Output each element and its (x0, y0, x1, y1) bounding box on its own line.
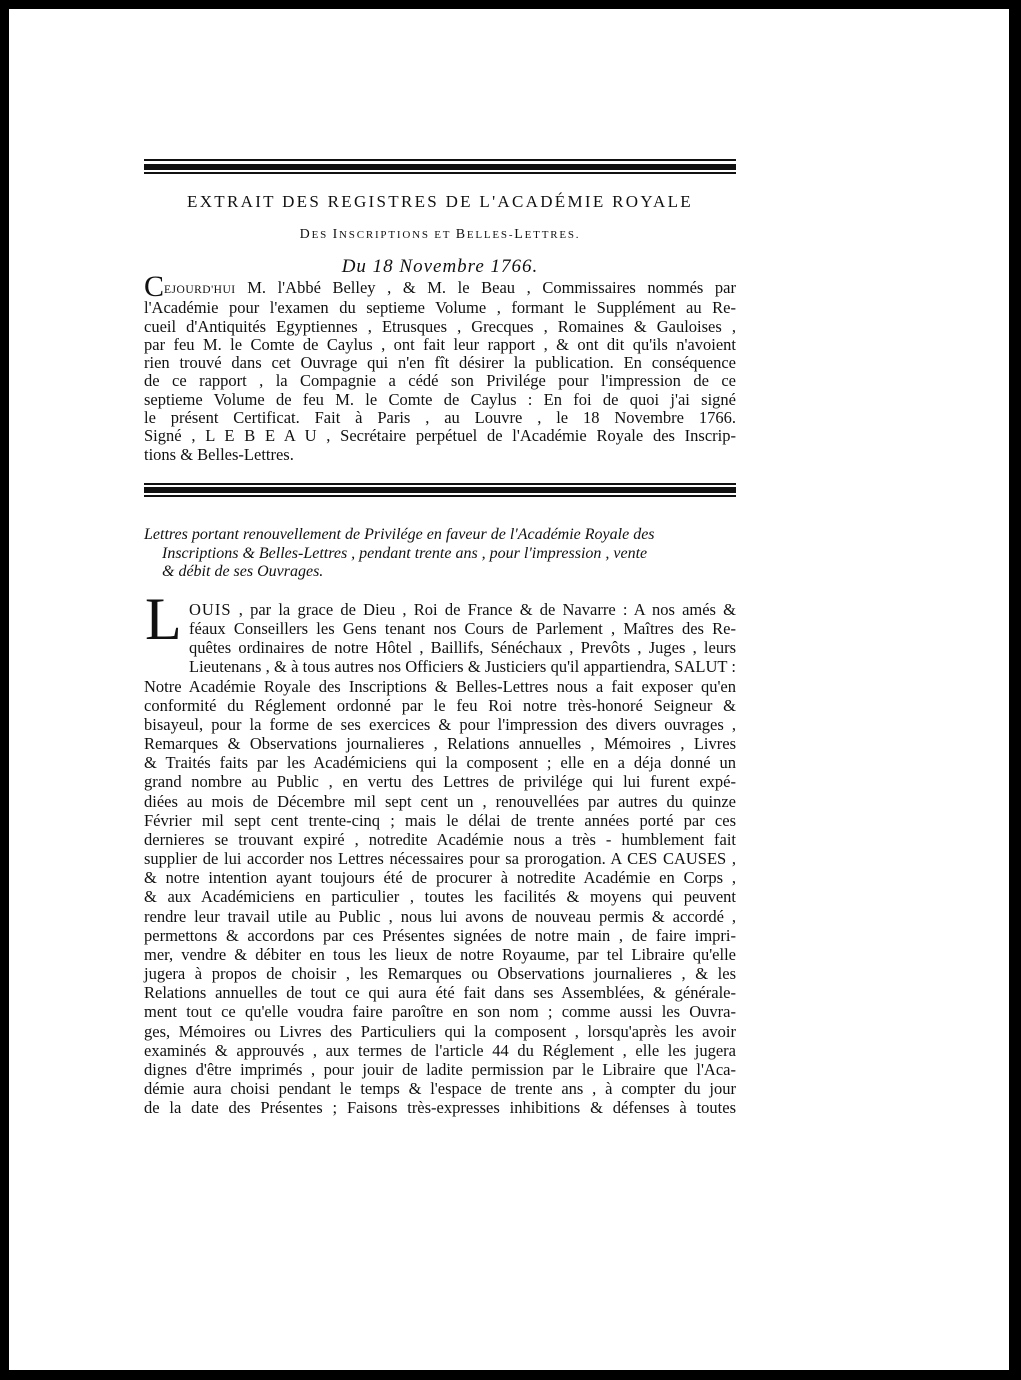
document-page (9, 9, 1009, 1370)
body-line: conformité du Réglement ordonné par le feu Roi notre très-honoré Seigneur & (144, 695, 736, 715)
lettres-title-line: Inscriptions & Belles-Lettres , pendant trente ans , pour l'impression , vente (162, 544, 648, 562)
body-line: & Traités faits par les Académiciens qui la composent ; elle en a déja donné un (144, 753, 736, 773)
body-line: jugera à propos de choisir , les Remarques ou Observations journalieres , & les (144, 964, 736, 984)
body-line: féaux Conseillers les Gens tenant nos Cours de Parlement , Maîtres des Re- (189, 619, 736, 638)
body-line: démie aura choisi pendant le temps & l'espace de trente ans , à compter du jour (144, 1079, 736, 1099)
header-date: Du 18 Novembre 1766. (341, 256, 539, 277)
body-line: Lieutenans , & à tous autres nos Officiers & Justiciers qu'il appartiendra, SALUT : (189, 657, 736, 677)
extrait-line: l'Académie pour l'examen du septieme Volume , formant le Supplément au Re- (144, 298, 736, 318)
body-line: permettons & accordons par ces Présentes signées de notre main , de faire impri- (144, 925, 736, 945)
body-line: dernieres se trouvant expiré , notredite Académie nous a très - humblement fait (144, 829, 736, 849)
body-line: ges, Mémoires ou Livres des Particuliers qui la composent , lorsqu'après les avoir (144, 1021, 736, 1041)
lettres-title-line: Lettres portant renouvellement de Privilége en faveur de l'Académie Royale des (144, 526, 655, 543)
body-line: mer, vendre & débiter en tous les lieux de notre Royaume, par tel Libraire qu'elle (144, 944, 736, 964)
body-line: Février mil sept cent trente-cinq ; mais le délai de trente années porté par ces (144, 810, 736, 830)
body-line: Notre Académie Royale des Inscriptions & Belles-Lettres nous a fait exposer qu'en (144, 676, 736, 696)
extrait-line: CEJOURD'HUI M. l'Abbé Belley , & M. le Beau , Commissaires nommés par (144, 270, 736, 303)
body-line: quêtes ordinaires de notre Hôtel , Baillifs, Sénéchaux , Prevôts , Juges , leurs (189, 638, 736, 658)
lettres-body (144, 619, 736, 1117)
extrait-paragraph (144, 270, 736, 464)
extrait-line: de ce rapport , la Compagnie a cédé son Privilége pour l'impression de ce (144, 371, 736, 391)
lettres-first-line: OUIS , par la grace de Dieu , Roi de France & de Navarre : A nos amés & (189, 600, 737, 619)
extrait-line: par feu M. le Comte de Caylus , ont fait leur rapport , & ont dit qu'ils n'avoient (144, 334, 736, 354)
lettres-title (144, 526, 736, 582)
body-line: Remarques & Observations journalieres , Relations annuelles , Mémoires , Livres (144, 734, 736, 754)
drop-cap: C (144, 270, 165, 303)
extrait-line: Signé , L E B E A U , Secrétaire perpétuel de l'Académie Royale des Inscrip- (144, 426, 736, 446)
middle-rule (144, 483, 736, 497)
drop-cap: L (145, 586, 182, 652)
header-title: EXTRAIT DES REGISTRES DE L'ACADÉMIE ROYALE (187, 192, 693, 211)
body-line: diées au mois de Décembre mil sept cent un , renouvellées par autres du quinze (144, 791, 736, 811)
body-line: examinés & approuvés , aux termes de l'article 44 du Réglement , elle les jugera (144, 1040, 736, 1060)
extrait-line: septieme Volume de feu M. le Comte de Caylus : En foi de quoi j'ai signé (144, 389, 736, 409)
body-line: bisayeul, pour la forme de ses exercices & pour l'impression des divers ouvrages , (144, 714, 736, 734)
body-line: & aux Académiciens en particulier , toutes les facilités & moyens qui peuvent (144, 887, 736, 907)
lettres-title-line: & débit de ses Ouvrages. (162, 563, 324, 580)
body-line: grand nombre au Public , en vertu des Lettres de privilége qui lui furent expé- (144, 772, 736, 792)
body-line: ment tout ce qu'elle voudra faire paroître en son nom ; comme aussi les Ouvra- (144, 1002, 736, 1022)
extrait-line: le présent Certificat. Fait à Paris , au Louvre , le 18 Novembre 1766. (144, 408, 736, 428)
extrait-line: rien trouvé dans cet Ouvrage qui n'en fît désirer la publication. En conséquence (144, 353, 736, 373)
body-line: Relations annuelles de tout ce qui aura été fait dans ses Assemblées, & générale- (144, 983, 736, 1003)
extrait-line: cueil d'Antiquités Egyptiennes , Etrusques , Grecques , Romaines & Gauloises , (144, 316, 736, 336)
body-line: de la date des Présentes ; Faisons très-expresses inhibitions & défenses à toutes (144, 1098, 736, 1118)
body-line: rendre leur travail utile au Public , nous lui avons de nouveau permis & accordé , (144, 906, 736, 926)
extrait-line: tions & Belles-Lettres. (144, 444, 294, 464)
body-line: dignes d'être imprimés , pour jouir de ladite permission par le Libraire que l'Aca- (144, 1059, 736, 1079)
header-subtitle: DES INSCRIPTIONS ET BELLES-LETTRES. (299, 227, 581, 242)
body-line: supplier de lui accorder nos Lettres nécessaires pour sa prorogation. A CES CAUSES , (144, 849, 736, 869)
top-rule (144, 159, 736, 174)
body-line: & notre intention ayant toujours été de procurer à notredite Académie en Corps , (144, 868, 736, 888)
